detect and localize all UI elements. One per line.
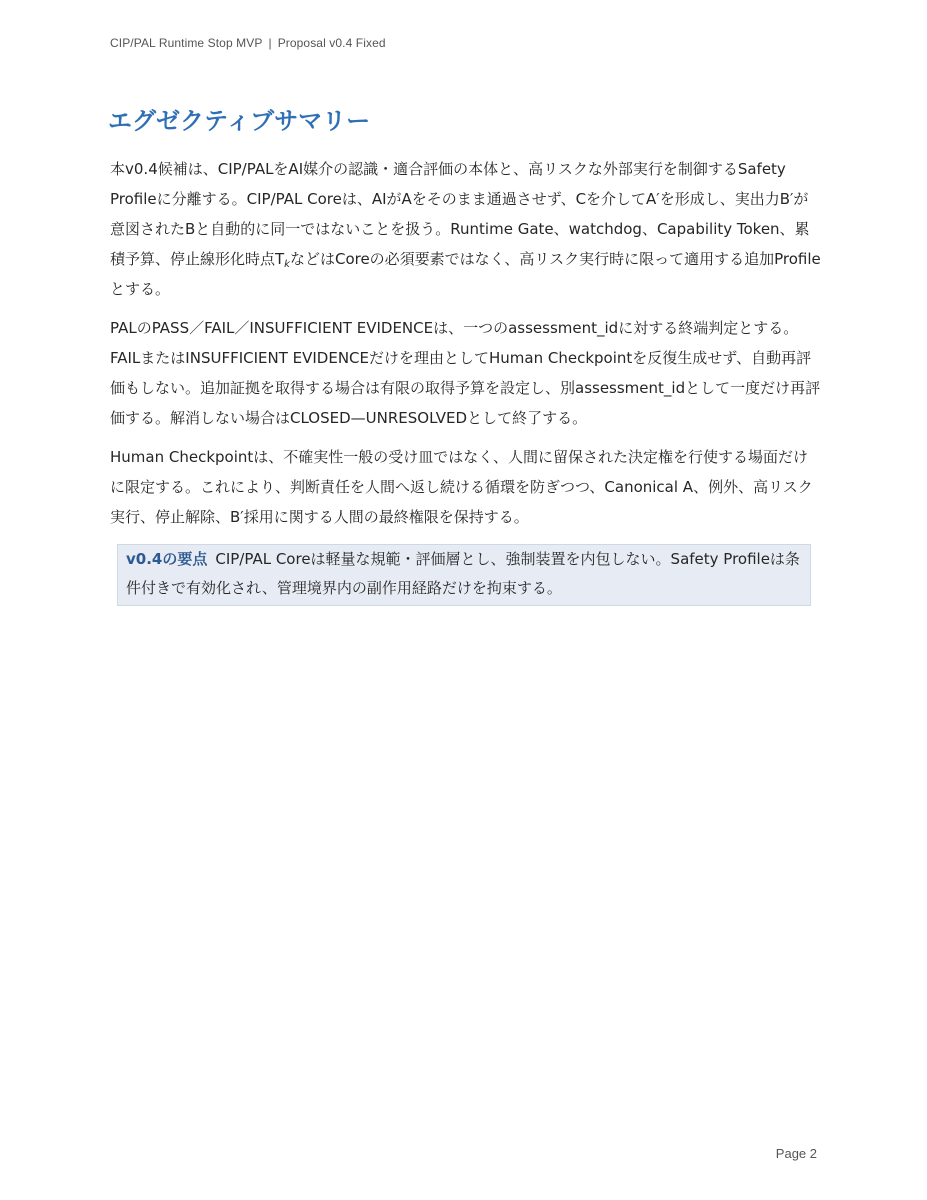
- running-header: [110, 36, 386, 50]
- paragraph-pal-verdict: PALのPASS／FAIL／INSUFFICIENT EVIDENCEは、一つのassessment_idに対する終端判定とする。FAILまたはINSUFFICIENT EVIDENCEだけを理由としてHuman Checkpointを反復生成せず、自動再評価もしない。追加証拠を取得する場合は有限の取得予算を設定し、別assessment_idとして一度だけ再評価する。解消しない場合はCLOSED—UNRESOLVEDとして終了する。: [110, 319, 821, 427]
- paragraph-overview-text-cont: などはCoreの必須要素ではなく、高リスク実行時に限って適用する追加Profileとする。: [110, 250, 821, 298]
- paragraph-overview-text: 本v0.4候補は、CIP/PALをAI媒介の認識・適合評価の本体と、高リスクな外部実行を制御するSafety Profileに分離する。CIP/PAL Coreは、AIがAをそのまま通過させず、Cを介してA′を形成し、実出力B′が意図されたBと自動的に同一ではないことを扱う。Runtime Gate、watchdog、Capability Token、累積予算、停止線形化時点T: [110, 160, 810, 268]
- header-separator: |: [268, 36, 272, 50]
- subscript-k: k: [284, 259, 290, 270]
- callout-text: CIP/PAL Coreは軽量な規範・評価層とし、強制装置を内包しない。Safety Profileは条件付きで有効化され、管理境界内の副作用経路だけを拘束する。: [126, 550, 800, 597]
- paragraph-overview: [110, 154, 822, 304]
- document-version: Proposal v0.4 Fixed: [277, 36, 386, 50]
- key-points-callout: [117, 544, 811, 606]
- page-number: Page 2: [775, 1146, 817, 1161]
- paragraph-human-checkpoint: Human Checkpointは、不確実性一般の受け皿ではなく、人間に留保された決定権を行使する場面だけに限定する。これにより、判断責任を人間へ返し続ける循環を防ぎつつ、Canonical A、例外、高リスク実行、停止解除、B′採用に関する人間の最終権限を保持する。: [110, 448, 813, 526]
- section-title: エグゼクティブサマリー: [108, 107, 371, 135]
- callout-label: v0.4の要点: [126, 550, 208, 568]
- document-title: CIP/PAL Runtime Stop MVP: [110, 36, 263, 50]
